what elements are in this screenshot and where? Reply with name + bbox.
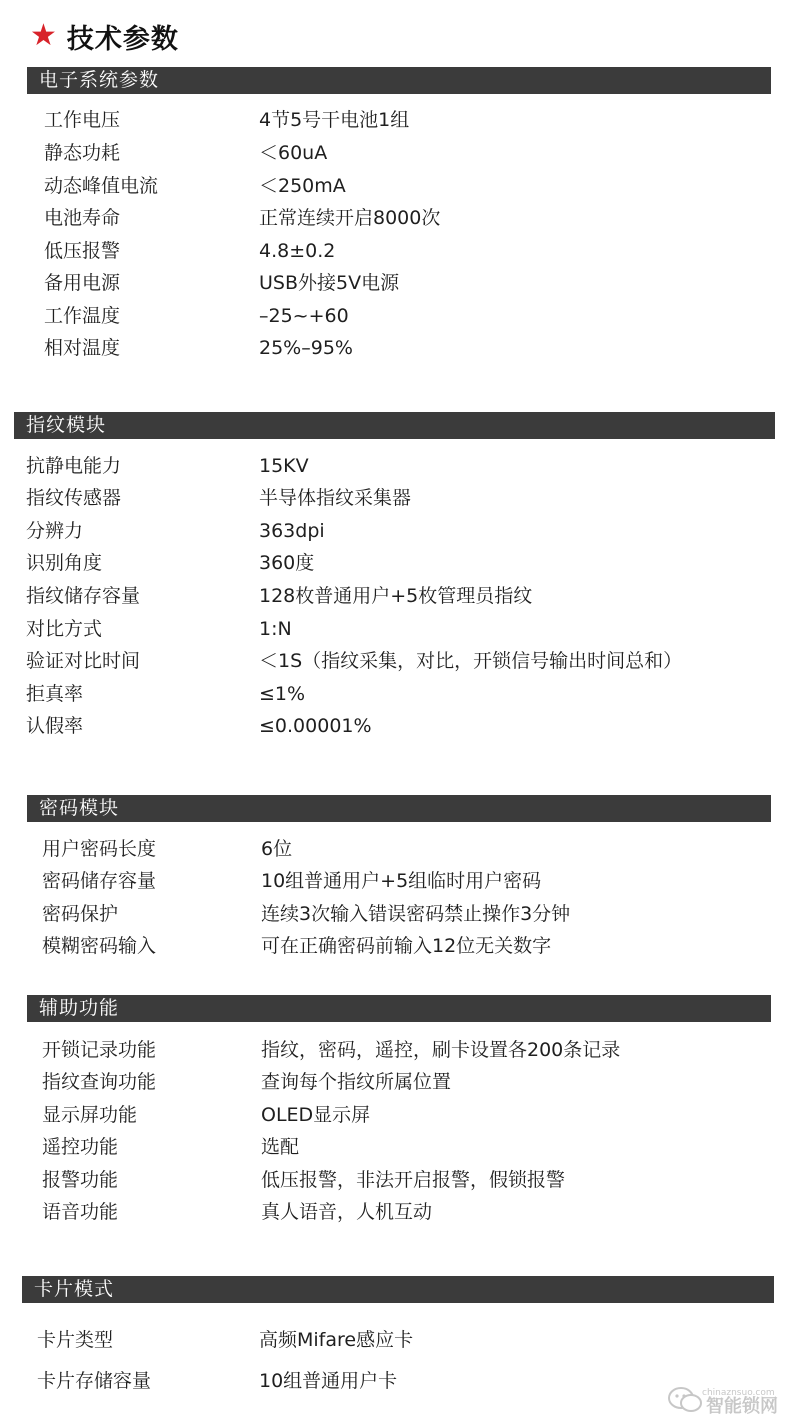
- spec-value: 4节5号干电池1组: [259, 109, 410, 131]
- spec-label: 模糊密码输入: [42, 935, 157, 957]
- section-header-auxiliary: 辅助功能: [27, 995, 771, 1022]
- spec-row: [42, 866, 762, 896]
- spec-row: [26, 711, 766, 741]
- spec-row: [26, 483, 766, 513]
- spec-label: 静态功耗: [44, 142, 121, 164]
- spec-label: 指纹查询功能: [42, 1071, 157, 1093]
- watermark: [668, 1386, 778, 1418]
- spec-label: 验证对比时间: [26, 650, 141, 672]
- spec-label: 密码保护: [42, 903, 119, 925]
- spec-row: [44, 105, 744, 135]
- watermark-subtext: chinaznsuo.com: [702, 1387, 775, 1398]
- spec-row: [44, 268, 744, 298]
- wechat-icon: [668, 1386, 702, 1418]
- spec-row: [26, 614, 766, 644]
- spec-value: 选配: [261, 1136, 300, 1158]
- spec-row: [44, 138, 744, 168]
- spec-row: [42, 1197, 762, 1227]
- section-header-password: 密码模块: [27, 795, 771, 822]
- page-title: [30, 14, 179, 58]
- spec-value: 25%–95%: [259, 337, 353, 359]
- spec-row: [42, 1067, 762, 1097]
- spec-value: 1:N: [259, 618, 292, 640]
- spec-label: 显示屏功能: [42, 1104, 138, 1126]
- spec-value: 10组普通用户+5组临时用户密码: [261, 870, 542, 892]
- spec-value: OLED显示屏: [261, 1104, 371, 1126]
- spec-label: 密码储存容量: [42, 870, 157, 892]
- spec-value: 查询每个指纹所属位置: [261, 1071, 452, 1093]
- spec-value: ＜250mA: [259, 175, 346, 197]
- spec-row: [42, 899, 762, 929]
- spec-value: 10组普通用户卡: [259, 1370, 398, 1392]
- spec-row: [37, 1366, 757, 1396]
- star-icon: ★: [30, 18, 57, 53]
- spec-value: 363dpi: [259, 520, 325, 542]
- spec-value: 半导体指纹采集器: [259, 487, 412, 509]
- spec-label: 抗静电能力: [26, 455, 122, 477]
- spec-label: 语音功能: [42, 1201, 119, 1223]
- spec-value: ＜60uA: [259, 142, 328, 164]
- section-header-electronic: 电子系统参数: [27, 67, 771, 94]
- spec-row: [26, 581, 766, 611]
- spec-row: [42, 1100, 762, 1130]
- spec-value: 指纹，密码，遥控，刷卡设置各200条记录: [261, 1039, 621, 1061]
- spec-row: [37, 1325, 757, 1355]
- spec-label: 对比方式: [26, 618, 103, 640]
- spec-row: [42, 834, 762, 864]
- spec-label: 备用电源: [44, 272, 121, 294]
- spec-value: 正常连续开启8000次: [259, 207, 441, 229]
- spec-label: 报警功能: [42, 1169, 119, 1191]
- spec-label: 分辨力: [26, 520, 84, 542]
- spec-value: 128枚普通用户+5枚管理员指纹: [259, 585, 533, 607]
- spec-row: [44, 171, 744, 201]
- spec-row: [44, 301, 744, 331]
- section-header-card: 卡片模式: [22, 1276, 774, 1303]
- spec-label: 卡片类型: [37, 1329, 114, 1351]
- spec-value: –25~+60: [259, 305, 349, 327]
- spec-label: 指纹传感器: [26, 487, 122, 509]
- spec-value: ＜1S（指纹采集，对比，开锁信号输出时间总和）: [259, 650, 683, 672]
- spec-row: [42, 931, 762, 961]
- spec-row: [26, 646, 766, 676]
- spec-label: 识别角度: [26, 552, 103, 574]
- spec-value: 6位: [261, 838, 293, 860]
- spec-label: 用户密码长度: [42, 838, 157, 860]
- spec-row: [26, 548, 766, 578]
- spec-value: 15KV: [259, 455, 309, 477]
- spec-value: 高频Mifare感应卡: [259, 1329, 414, 1351]
- spec-label: 认假率: [26, 715, 84, 737]
- spec-label: 卡片存储容量: [37, 1370, 152, 1392]
- spec-value: ≤0.00001%: [259, 715, 372, 737]
- spec-label: 遥控功能: [42, 1136, 119, 1158]
- spec-value: 连续3次输入错误密码禁止操作3分钟: [261, 903, 571, 925]
- spec-row: [42, 1132, 762, 1162]
- spec-label: 工作温度: [44, 305, 121, 327]
- spec-row: [26, 516, 766, 546]
- spec-value: 4.8±0.2: [259, 240, 336, 262]
- spec-value: 360度: [259, 552, 315, 574]
- spec-label: 开锁记录功能: [42, 1039, 157, 1061]
- watermark-text: 智能锁网: [706, 1395, 778, 1417]
- spec-row: [42, 1035, 762, 1065]
- spec-row: [26, 679, 766, 709]
- spec-label: 指纹储存容量: [26, 585, 141, 607]
- page-title-text: 技术参数: [66, 23, 179, 55]
- spec-label: 工作电压: [44, 109, 121, 131]
- spec-row: [42, 1165, 762, 1195]
- spec-row: [44, 333, 744, 363]
- spec-row: [44, 236, 744, 266]
- spec-value: USB外接5V电源: [259, 272, 400, 294]
- spec-label: 拒真率: [26, 683, 84, 705]
- spec-value: 低压报警，非法开启报警，假锁报警: [261, 1169, 566, 1191]
- spec-value: 真人语音，人机互动: [261, 1201, 433, 1223]
- spec-value: ≤1%: [259, 683, 306, 705]
- spec-label: 电池寿命: [44, 207, 121, 229]
- spec-label: 相对温度: [44, 337, 121, 359]
- spec-row: [44, 203, 744, 233]
- spec-row: [26, 451, 766, 481]
- spec-value: 可在正确密码前输入12位无关数字: [261, 935, 552, 957]
- spec-label: 动态峰值电流: [44, 175, 159, 197]
- section-header-fingerprint: 指纹模块: [14, 412, 775, 439]
- spec-label: 低压报警: [44, 240, 121, 262]
